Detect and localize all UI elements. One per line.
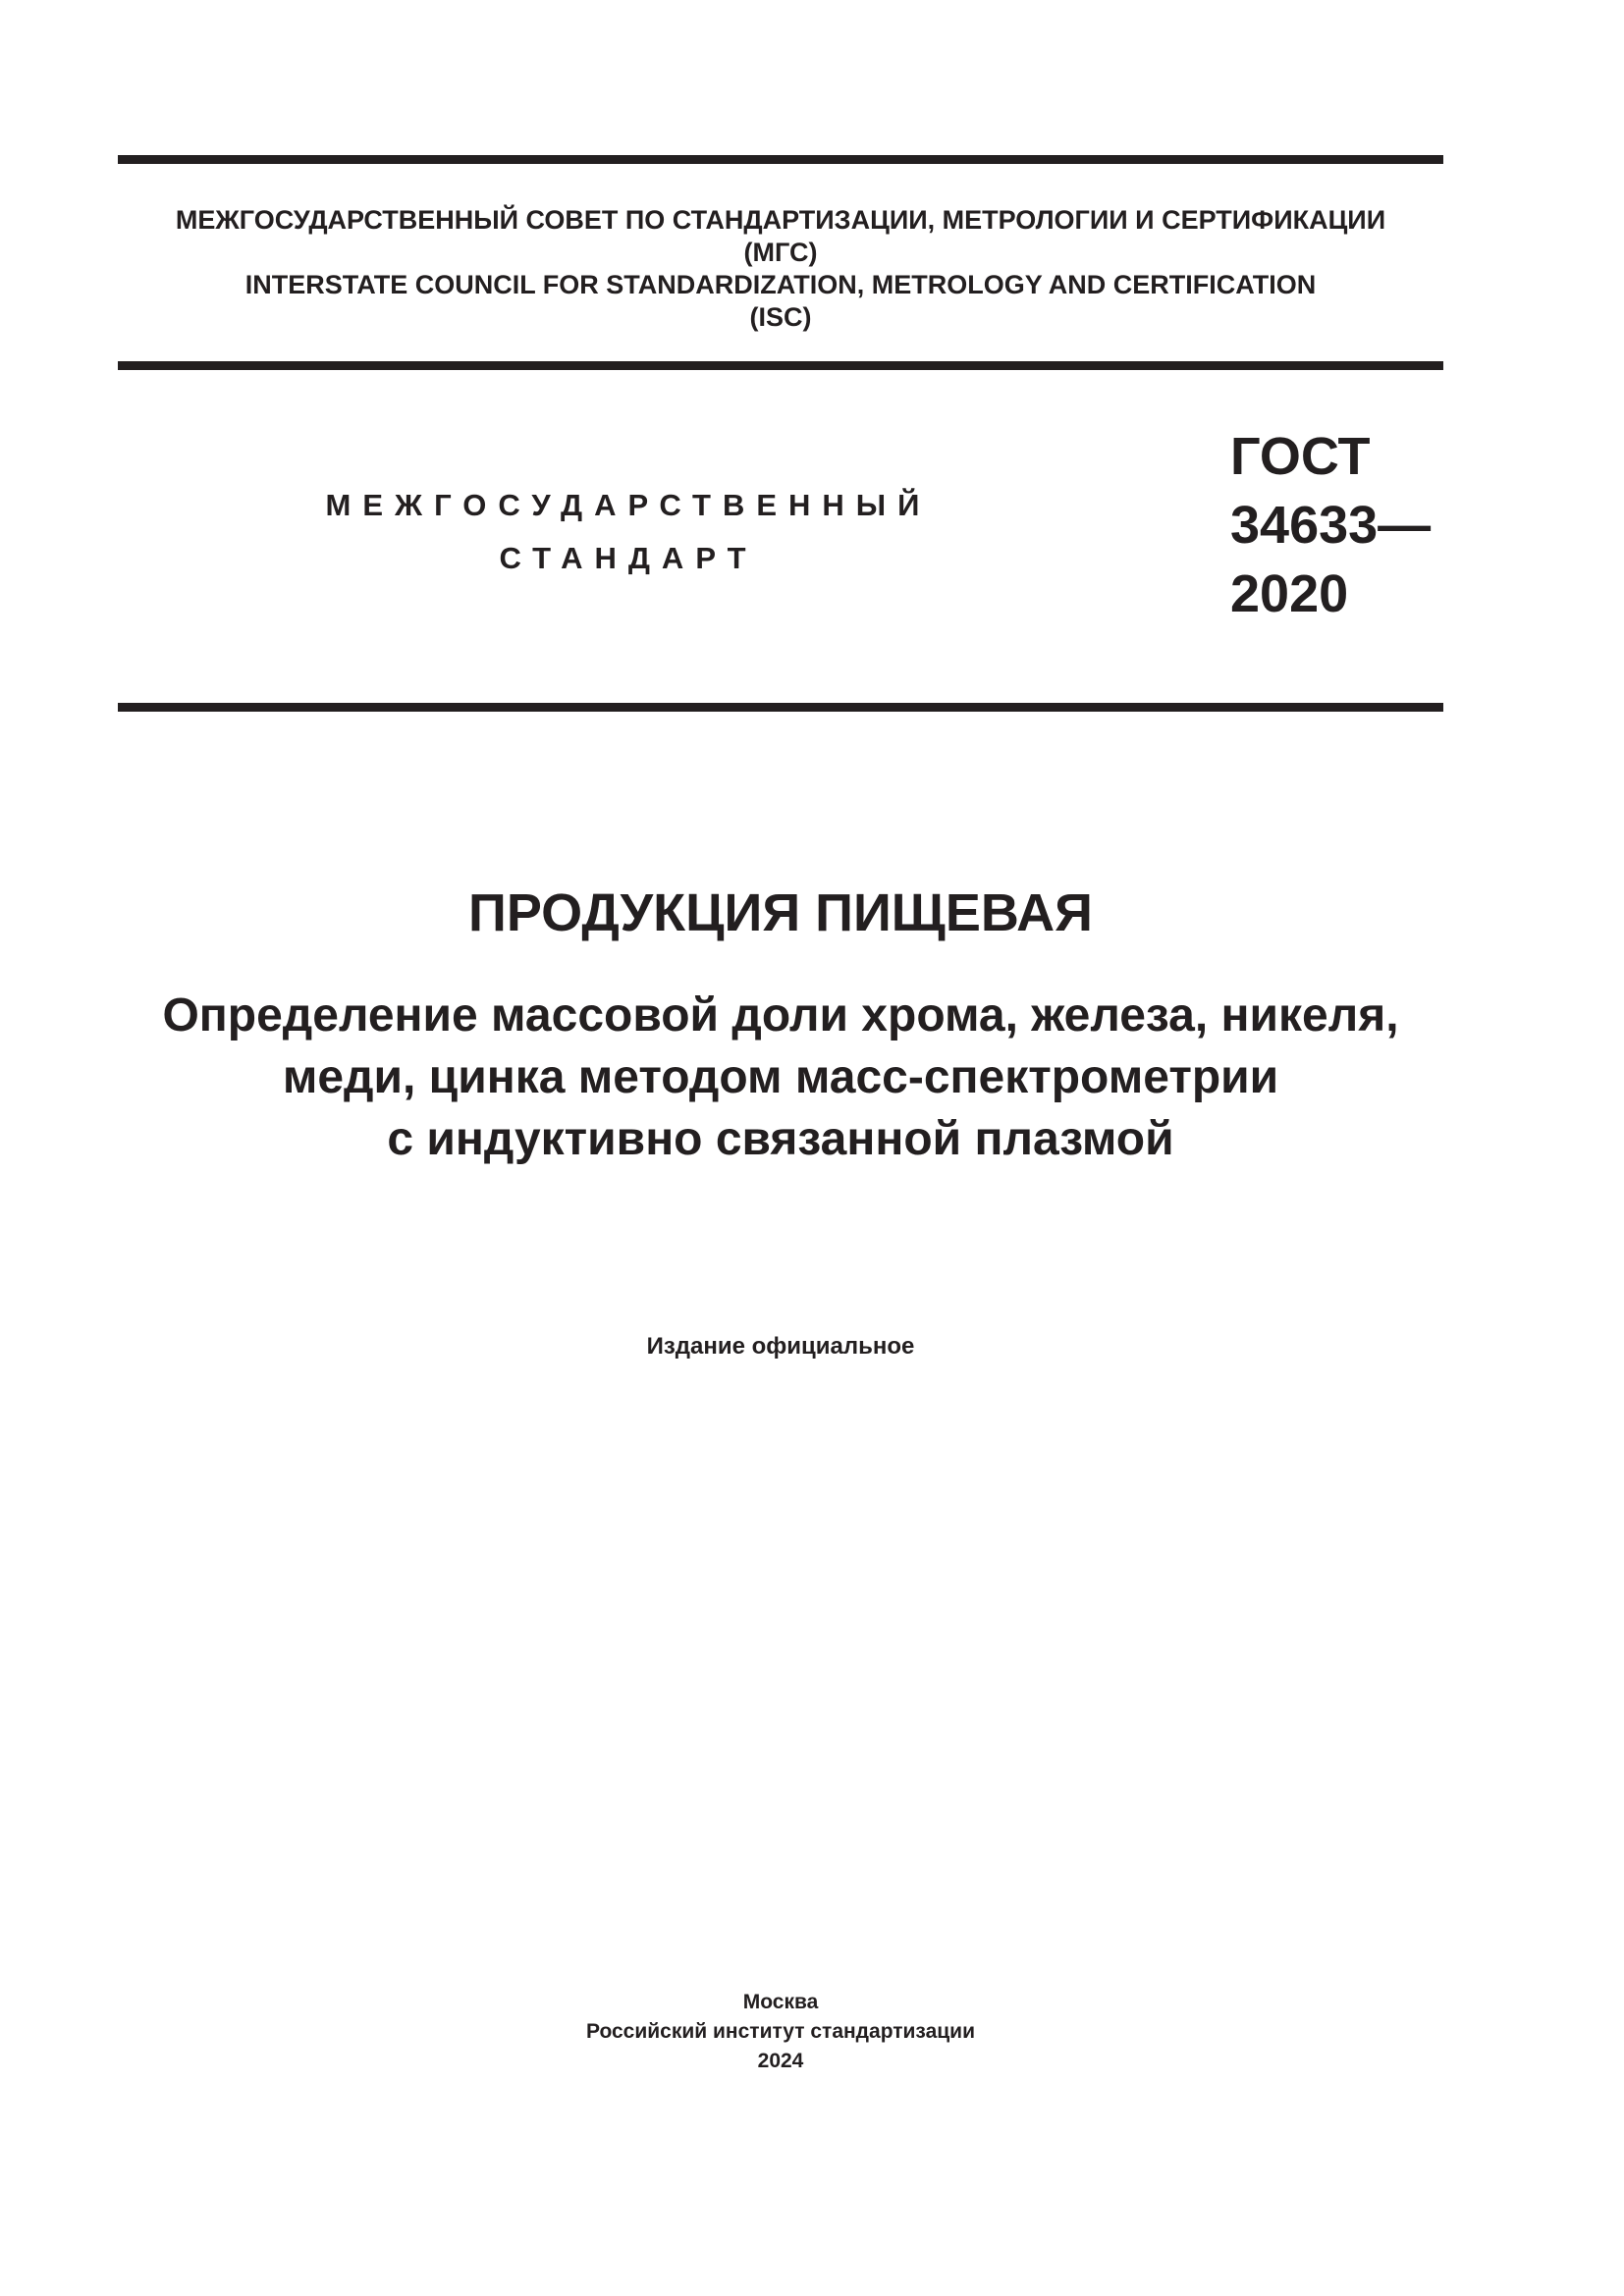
subtitle-line-2: меди, цинка методом масс-спектрометрии: [282, 1051, 1279, 1103]
top-divider: [118, 155, 1443, 164]
document-title: ПРОДУКЦИЯ ПИЩЕВАЯ: [468, 883, 1093, 942]
designation-prefix: ГОСТ: [1230, 427, 1371, 486]
imprint-year: 2024: [757, 2050, 804, 2072]
standard-type-label: [295, 479, 962, 585]
designation-year: 2020: [1230, 564, 1349, 623]
subtitle-line-1: Определение массовой доли хрома, железа, никеля,: [162, 989, 1399, 1041]
designation-number: 34633—: [1230, 496, 1432, 555]
council-abbr-ru: (МГС): [743, 238, 818, 267]
council-abbr-en: (ISC): [749, 302, 812, 332]
bottom-divider: [118, 703, 1443, 712]
imprint-publisher: Российский институт стандартизации: [585, 2020, 976, 2043]
middle-divider: [118, 361, 1443, 370]
council-name-en: INTERSTATE COUNCIL FOR STANDARDIZATION, METROLOGY AND CERTIFICATION: [244, 270, 1317, 299]
subtitle-line-3: с индуктивно связанной плазмой: [387, 1113, 1174, 1165]
edition-note: Издание официальное: [646, 1333, 915, 1360]
council-header: [118, 204, 1443, 334]
imprint-city: Москва: [742, 1991, 819, 2013]
standard-type-line-1: МЕЖГОСУДАРСТВЕННЫЙ: [325, 488, 932, 522]
standard-type-line-2: СТАНДАРТ: [499, 541, 758, 575]
publisher-imprint: [118, 1988, 1443, 2076]
document-subtitle: [118, 985, 1443, 1170]
standard-designation: [1230, 422, 1431, 628]
council-name-ru: МЕЖГОСУДАРСТВЕННЫЙ СОВЕТ ПО СТАНДАРТИЗАЦИИ, МЕТРОЛОГИИ И СЕРТИФИКАЦИИ: [175, 205, 1386, 235]
